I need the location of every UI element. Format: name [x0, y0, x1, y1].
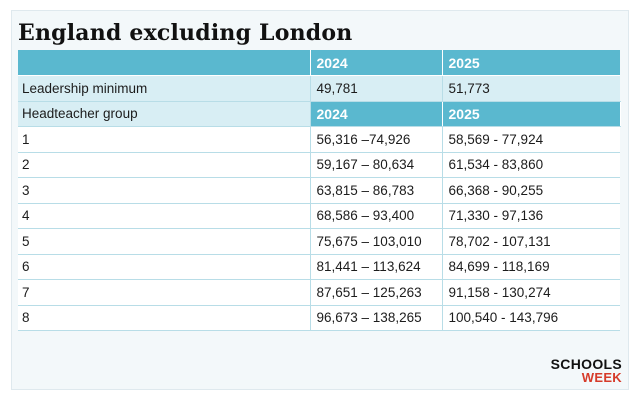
range-2025-cell: 66,368 - 90,255	[442, 178, 620, 204]
group-cell: 1	[18, 127, 310, 153]
leadership-label: Leadership minimum	[18, 76, 310, 102]
range-2025-cell: 91,158 - 130,274	[442, 280, 620, 306]
subheader-2024: 2024	[310, 101, 442, 127]
range-2025-cell: 100,540 - 143,796	[442, 305, 620, 331]
salary-table	[18, 50, 621, 331]
header-2025: 2025	[442, 50, 620, 76]
table-row	[18, 305, 620, 331]
group-cell: 4	[18, 203, 310, 229]
range-2024-cell: 59,167 – 80,634	[310, 152, 442, 178]
subheader-2025: 2025	[442, 101, 620, 127]
range-2024-cell: 96,673 – 138,265	[310, 305, 442, 331]
group-cell: 2	[18, 152, 310, 178]
page-title: England excluding London	[18, 20, 353, 46]
table-row	[18, 229, 620, 255]
header-empty-cell	[18, 50, 310, 76]
schools-week-logo	[551, 358, 622, 384]
group-cell: 8	[18, 305, 310, 331]
range-2024-cell: 63,815 – 86,783	[310, 178, 442, 204]
table-row	[18, 127, 620, 153]
range-2025-cell: 78,702 - 107,131	[442, 229, 620, 255]
range-2024-cell: 56,316 –74,926	[310, 127, 442, 153]
group-cell: 3	[18, 178, 310, 204]
group-cell: 5	[18, 229, 310, 255]
table-row	[18, 152, 620, 178]
range-2024-cell: 68,586 – 93,400	[310, 203, 442, 229]
headteacher-group-label: Headteacher group	[18, 101, 310, 127]
range-2024-cell: 87,651 – 125,263	[310, 280, 442, 306]
leadership-2024: 49,781	[310, 76, 442, 102]
leadership-minimum-row	[18, 76, 620, 102]
leadership-2025: 51,773	[442, 76, 620, 102]
table-header-row	[18, 50, 620, 76]
range-2025-cell: 58,569 - 77,924	[442, 127, 620, 153]
group-cell: 6	[18, 254, 310, 280]
table-row	[18, 280, 620, 306]
headteacher-group-header-row	[18, 101, 620, 127]
range-2025-cell: 61,534 - 83,860	[442, 152, 620, 178]
header-2024: 2024	[310, 50, 442, 76]
range-2024-cell: 75,675 – 103,010	[310, 229, 442, 255]
range-2025-cell: 84,699 - 118,169	[442, 254, 620, 280]
range-2024-cell: 81,441 – 113,624	[310, 254, 442, 280]
table-row	[18, 254, 620, 280]
logo-line-schools: SCHOOLS	[550, 356, 622, 373]
table-row	[18, 203, 620, 229]
range-2025-cell: 71,330 - 97,136	[442, 203, 620, 229]
table-row	[18, 178, 620, 204]
logo-line-week: WEEK	[581, 369, 622, 385]
group-cell: 7	[18, 280, 310, 306]
